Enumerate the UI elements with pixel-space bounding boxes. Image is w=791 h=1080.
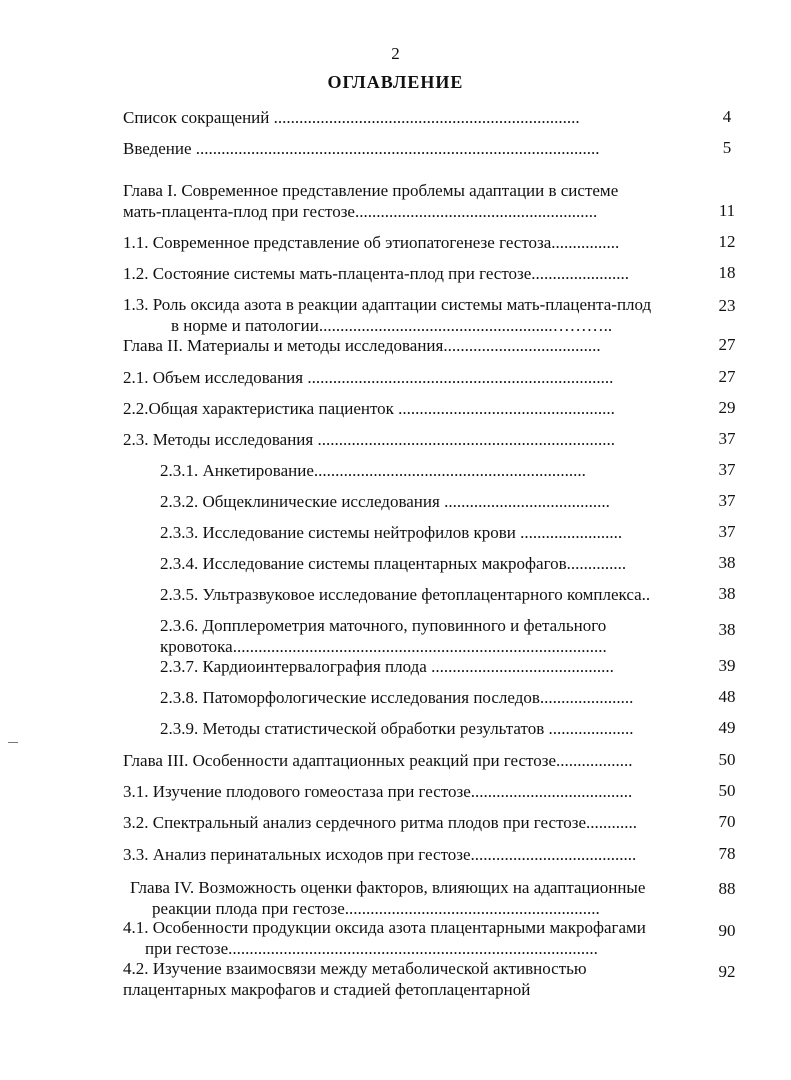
toc-page-number: 12 — [718, 232, 736, 251]
toc-entry[interactable] — [123, 335, 601, 356]
toc-page-number: 11 — [718, 201, 736, 220]
page-title: ОГЛАВЛЕНИЕ — [327, 72, 464, 92]
toc-entry[interactable] — [123, 781, 632, 802]
toc-entry[interactable] — [160, 584, 650, 605]
toc-entry[interactable] — [123, 180, 618, 222]
toc-entry-text: 1.1. Современное представление об этиопатогенезе гестоза................ — [123, 233, 620, 252]
toc-page-number: 5 — [722, 138, 732, 157]
toc-entry-text: Глава II. Материалы и методы исследования..................................... — [123, 336, 601, 355]
toc-entry[interactable] — [123, 812, 637, 833]
toc-entry-text: плацентарных макрофагов и стадией фетоплацентарной — [123, 980, 531, 999]
toc-page-number: 38 — [718, 620, 736, 639]
toc-entry[interactable] — [123, 750, 633, 771]
toc-entry-text: 2.1. Объем исследования ........................................................................ — [123, 368, 614, 387]
toc-page-number: 37 — [718, 460, 736, 479]
toc-entry-text: при гестозе....................................................................................... — [145, 939, 598, 958]
toc-entry[interactable] — [160, 522, 622, 543]
toc-page-number: 88 — [718, 879, 736, 898]
toc-entry-text: 4.1. Особенности продукции оксида азота плацентарными макрофагами — [123, 918, 646, 937]
toc-page-number: 92 — [718, 962, 736, 981]
toc-entry[interactable] — [160, 615, 607, 657]
toc-entry[interactable] — [123, 367, 613, 388]
toc-entry-text: Список сокращений ........................................................................ — [123, 108, 580, 127]
toc-page-number: 37 — [718, 522, 736, 541]
scan-artifact — [8, 742, 18, 743]
toc-entry-text: Глава IV. Возможность оценки факторов, влияющих на адаптационные — [130, 878, 646, 897]
toc-entry[interactable] — [123, 138, 600, 159]
toc-entry[interactable] — [123, 844, 636, 865]
toc-page-number: 49 — [718, 718, 736, 737]
toc-entry[interactable] — [160, 553, 626, 574]
toc-entry-text: 1.3. Роль оксида азота в реакции адаптации системы мать-плацента-плод — [123, 295, 652, 314]
toc-entry-text: 2.3.3. Исследование системы нейтрофилов крови ........................ — [160, 523, 623, 542]
toc-entry[interactable] — [160, 491, 610, 512]
toc-entry-text: 2.3.8. Патоморфологические исследования последов...................... — [160, 688, 634, 707]
toc-entry-text: реакции плода при гестозе............................................................ — [152, 899, 600, 918]
toc-entry-text: 3.3. Анализ перинатальных исходов при гестозе....................................... — [123, 845, 637, 864]
toc-page-number: 50 — [718, 781, 736, 800]
toc-entry-text: 2.3.4. Исследование системы плацентарных макрофагов.............. — [160, 554, 627, 573]
toc-entry-text: 1.2. Состояние системы мать-плацента-плод при гестозе....................... — [123, 264, 630, 283]
toc-entry[interactable] — [130, 877, 645, 919]
toc-entry-text: 2.3.6. Допплерометрия маточного, пуповинного и фетального — [160, 616, 607, 635]
toc-entry-text: 3.2. Спектральный анализ сердечного ритма плодов при гестозе............ — [123, 813, 638, 832]
toc-entry-text: Глава III. Особенности адаптационных реакций при гестозе.................. — [123, 751, 633, 770]
toc-entry-text: 2.3.9. Методы статистической обработки результатов .................... — [160, 719, 634, 738]
toc-entry[interactable] — [123, 263, 629, 284]
toc-page-number: 18 — [718, 263, 736, 282]
toc-page-number: 38 — [718, 553, 736, 572]
toc-page-number: 37 — [718, 491, 736, 510]
toc-entry[interactable] — [160, 687, 633, 708]
toc-page-number: 70 — [718, 812, 736, 831]
toc-entry-text: мать-плацента-плод при гестозе......................................................... — [123, 202, 598, 221]
toc-page-number: 23 — [718, 296, 736, 315]
toc-entry-text: в норме и патологии.......................................................……….. — [171, 316, 613, 335]
toc-entry[interactable] — [123, 398, 615, 419]
toc-entry-text: Глава I. Современное представление проблемы адаптации в системе — [123, 181, 619, 200]
toc-entry[interactable] — [160, 656, 614, 677]
toc-entry[interactable] — [123, 294, 651, 336]
toc-entry[interactable] — [123, 232, 619, 253]
toc-page-number: 27 — [718, 335, 736, 354]
toc-entry-text: 2.3.7. Кардиоинтервалография плода ........................................... — [160, 657, 614, 676]
page-number: 2 — [391, 44, 400, 63]
toc-page-number: 37 — [718, 429, 736, 448]
toc-entry[interactable] — [123, 917, 646, 959]
toc-page-number: 39 — [718, 656, 736, 675]
toc-entry[interactable] — [160, 718, 634, 739]
toc-page-number: 4 — [722, 107, 732, 126]
toc-entry-text: 3.1. Изучение плодового гомеостаза при гестозе...................................... — [123, 782, 633, 801]
toc-page-number: 48 — [718, 687, 736, 706]
toc-page-number: 27 — [718, 367, 736, 386]
toc-page-number: 50 — [718, 750, 736, 769]
toc-page-number: 78 — [718, 844, 736, 863]
toc-entry[interactable] — [123, 107, 580, 128]
toc-entry[interactable] — [123, 958, 587, 1000]
toc-entry[interactable] — [160, 460, 586, 481]
toc-entry-text: Введение ............................................................................................... — [123, 139, 600, 158]
toc-page-number: 38 — [718, 584, 736, 603]
toc-entry-text: 2.3. Методы исследования ...................................................................... — [123, 430, 615, 449]
toc-page-number: 90 — [718, 921, 736, 940]
toc-page-number: 29 — [718, 398, 736, 417]
toc-entry-text: 2.2.Общая характеристика пациенток ................................................... — [123, 399, 615, 418]
toc-entry-text: кровотока........................................................................................ — [160, 637, 607, 656]
toc-entry-text: 2.3.1. Анкетирование................................................................ — [160, 461, 586, 480]
toc-entry-text: 4.2. Изучение взаимосвязи между метаболической активностью — [123, 959, 587, 978]
toc-entry-text: 2.3.2. Общеклинические исследования ....................................... — [160, 492, 610, 511]
toc-entry[interactable] — [123, 429, 615, 450]
toc-entry-text: 2.3.5. Ультразвуковое исследование фетоплацентарного комплекса.. — [160, 585, 651, 604]
